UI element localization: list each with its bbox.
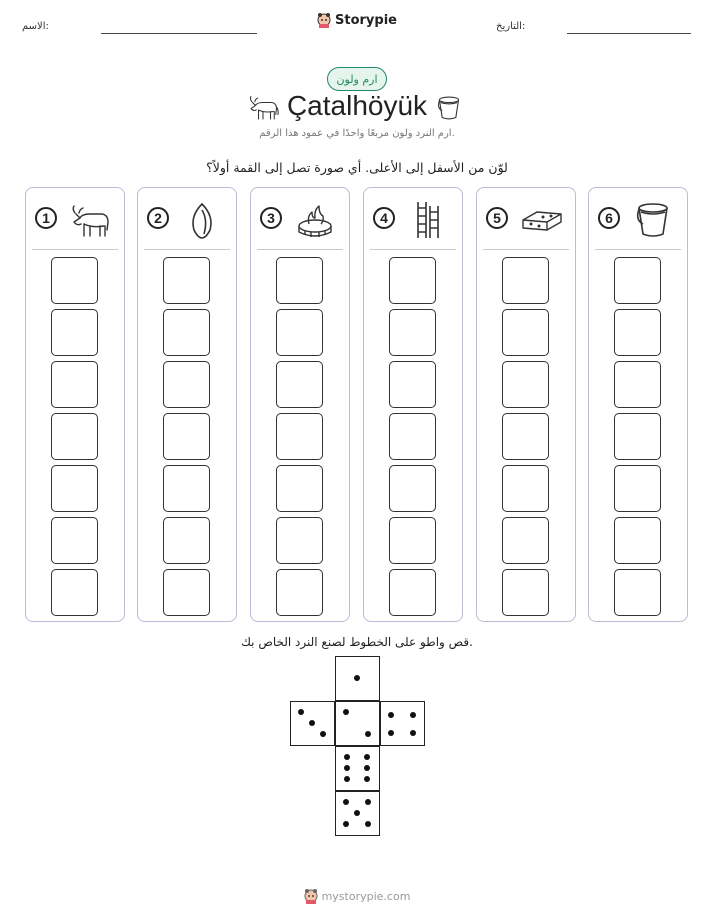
column-1 [25, 187, 125, 622]
name-line[interactable] [101, 33, 257, 34]
color-box[interactable] [51, 517, 98, 564]
dice-face-top [335, 656, 380, 701]
color-box[interactable] [389, 465, 436, 512]
column-divider [595, 249, 681, 250]
column-divider [370, 249, 456, 250]
pip [364, 754, 370, 760]
color-box[interactable] [163, 309, 210, 356]
pip [410, 730, 416, 736]
color-box[interactable] [276, 309, 323, 356]
color-box[interactable] [51, 361, 98, 408]
footer [0, 888, 714, 904]
storypie-mascot-icon [304, 888, 318, 904]
date-line[interactable] [567, 33, 691, 34]
column-header [364, 188, 462, 250]
ladder-icon [406, 200, 450, 240]
column-header [477, 188, 575, 250]
color-box[interactable] [614, 517, 661, 564]
roll-and-color-badge: ارم ولون [327, 67, 387, 91]
color-box[interactable] [51, 413, 98, 460]
color-box[interactable] [51, 569, 98, 616]
pip [354, 675, 360, 681]
storypie-mascot-icon [317, 12, 331, 28]
cut-instruction: قص واطو على الخطوط لصنع النرد الخاص بك. [241, 635, 473, 649]
pip [309, 720, 315, 726]
column-header [138, 188, 236, 250]
pip [344, 765, 350, 771]
seed-icon [180, 200, 224, 240]
pip [365, 731, 371, 737]
color-box[interactable] [502, 569, 549, 616]
color-box[interactable] [163, 413, 210, 460]
color-box[interactable] [389, 361, 436, 408]
color-box[interactable] [276, 257, 323, 304]
color-box[interactable] [276, 569, 323, 616]
pip [410, 712, 416, 718]
footer-url[interactable]: mystorypie.com [321, 889, 411, 903]
subtitle: ارم النرد ولون مربعًا واحدًا في عمود هذا الرقم. [259, 128, 455, 139]
color-box[interactable] [276, 465, 323, 512]
column-6 [588, 187, 688, 622]
dice-face-center [335, 701, 380, 746]
column-divider [257, 249, 343, 250]
color-box[interactable] [163, 517, 210, 564]
pip [354, 810, 360, 816]
column-divider [483, 249, 569, 250]
color-box[interactable] [614, 465, 661, 512]
column-header [26, 188, 124, 250]
color-box[interactable] [276, 517, 323, 564]
name-label: الاسم: [22, 21, 49, 32]
column-3 [250, 187, 350, 622]
pip [364, 765, 370, 771]
color-box[interactable] [163, 257, 210, 304]
dice-face-right [380, 701, 425, 746]
color-box[interactable] [389, 309, 436, 356]
dice-face-left [290, 701, 335, 746]
column-header [251, 188, 349, 250]
column-divider [144, 249, 230, 250]
color-box[interactable] [276, 413, 323, 460]
color-box[interactable] [389, 257, 436, 304]
color-box[interactable] [502, 413, 549, 460]
color-box[interactable] [276, 361, 323, 408]
color-box[interactable] [51, 257, 98, 304]
pip [343, 709, 349, 715]
pip [320, 731, 326, 737]
instruction: لوّن من الأسفل إلى الأعلى. أي صورة تصل إلى القمة أولاً؟ [206, 160, 508, 175]
logo-text: Storypie [335, 12, 397, 28]
column-divider [32, 249, 118, 250]
column-number: 4 [373, 207, 395, 229]
pip [365, 799, 371, 805]
color-box[interactable] [502, 257, 549, 304]
color-box[interactable] [389, 517, 436, 564]
color-box[interactable] [502, 465, 549, 512]
pip [364, 776, 370, 782]
dice-face-last [335, 791, 380, 836]
pip [344, 776, 350, 782]
pip [343, 799, 349, 805]
pip [388, 730, 394, 736]
column-number: 1 [35, 207, 57, 229]
hearth-fire-icon [293, 200, 337, 240]
logo [0, 12, 714, 28]
color-box[interactable] [614, 569, 661, 616]
page-title: Çatalhöyük [286, 90, 428, 121]
color-box[interactable] [163, 569, 210, 616]
column-number: 3 [260, 207, 282, 229]
bucket-icon [434, 92, 464, 124]
column-number: 5 [486, 207, 508, 229]
pip [388, 712, 394, 718]
color-box[interactable] [389, 413, 436, 460]
color-box[interactable] [614, 309, 661, 356]
color-box[interactable] [614, 257, 661, 304]
column-number: 2 [147, 207, 169, 229]
bucket-icon [631, 200, 675, 240]
pip [343, 821, 349, 827]
column-2 [137, 187, 237, 622]
pip [298, 709, 304, 715]
color-box[interactable] [614, 361, 661, 408]
bull-icon [68, 200, 112, 240]
pip [344, 754, 350, 760]
color-box[interactable] [502, 517, 549, 564]
color-box[interactable] [51, 309, 98, 356]
column-number: 6 [598, 207, 620, 229]
dice-face-bottom [335, 746, 380, 791]
color-box[interactable] [163, 361, 210, 408]
column-5 [476, 187, 576, 622]
color-box[interactable] [614, 413, 661, 460]
color-box[interactable] [389, 569, 436, 616]
color-box[interactable] [502, 361, 549, 408]
date-label: التاريخ: [496, 21, 526, 32]
pip [365, 821, 371, 827]
color-box[interactable] [51, 465, 98, 512]
color-box[interactable] [502, 309, 549, 356]
column-4 [363, 187, 463, 622]
color-box[interactable] [163, 465, 210, 512]
mudbrick-icon [519, 200, 563, 240]
column-header [589, 188, 687, 250]
